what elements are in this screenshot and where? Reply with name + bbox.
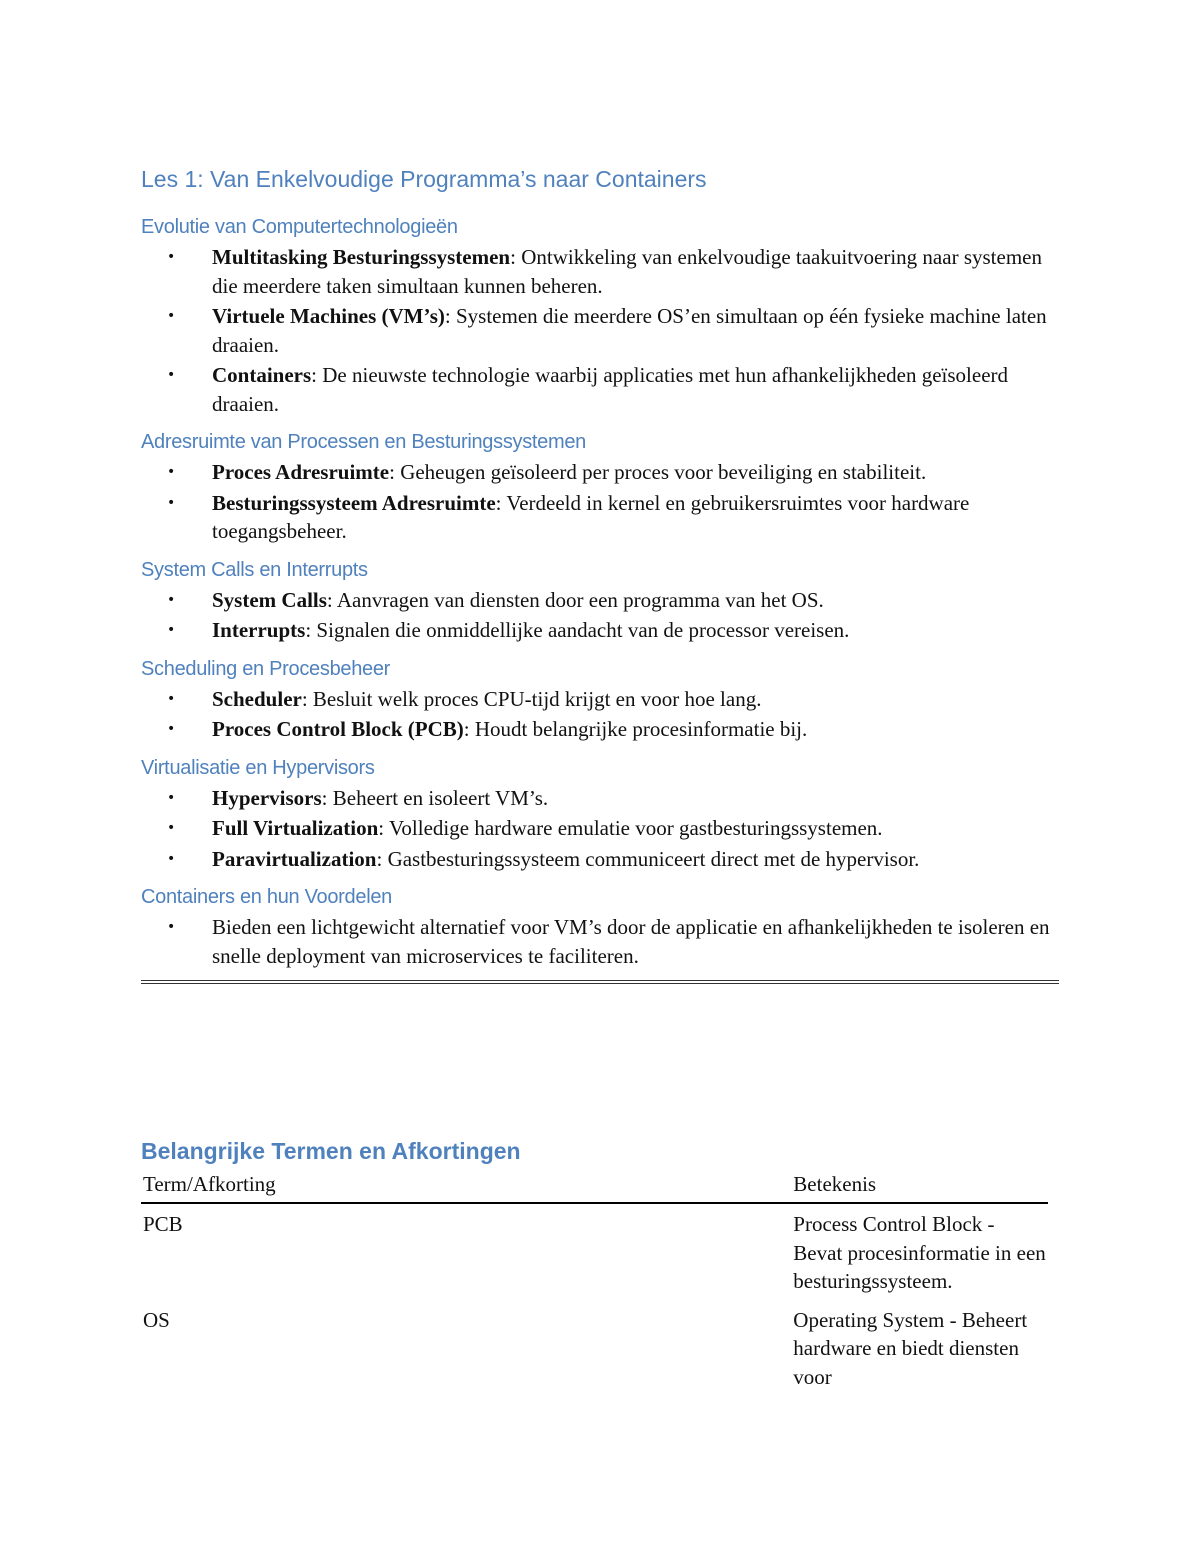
section	[141, 754, 1061, 874]
section	[141, 883, 1061, 970]
bullet-icon: •	[167, 789, 176, 806]
bullet-list	[141, 586, 1061, 645]
document-body	[141, 163, 1061, 984]
document-title: Les 1: Van Enkelvoudige Programma’s naar Containers	[141, 166, 707, 192]
list-item-text: : Houdt belangrijke procesinformatie bij.	[463, 717, 808, 741]
bullet-icon: •	[167, 464, 176, 480]
list-item-text: : De nieuwste technologie waarbij applicaties met hun afhankelijkheden geïsoleerd draaien.	[212, 363, 1009, 416]
table-cell-definition: Process Control Block - Bevat procesinformatie in een besturingssysteem.	[793, 1212, 1046, 1293]
section	[141, 213, 1061, 418]
bullet-icon: •	[167, 850, 176, 867]
list-item-term: Multitasking Besturingssystemen	[212, 245, 511, 269]
list-item-term: System Calls	[212, 587, 327, 612]
list-item-text: : Gastbesturingssysteem communiceert direct met de hypervisor.	[376, 846, 920, 871]
list-item	[141, 715, 1061, 744]
bullet-list	[141, 784, 1061, 874]
list-item	[141, 784, 1061, 813]
list-item-text: : Ontwikkeling van enkelvoudige taakuitvoering naar systemen die meerdere taken simultaan kunnen beheren.	[212, 245, 1042, 298]
list-item-text: : Verdeeld in kernel en gebruikersruimtes voor hardware toegangsbeheer.	[212, 490, 970, 543]
list-item-term: Scheduler	[212, 686, 302, 711]
table-cell-term: PCB	[143, 1212, 183, 1236]
list-item-text: : Beheert en isoleert VM’s.	[321, 785, 549, 810]
section-heading: Evolutie van Computertechnologieën	[141, 216, 458, 238]
list-item-term: Proces Adresruimte	[212, 460, 390, 484]
list-item-text: : Besluit welk proces CPU-tijd krijgt en voor hoe lang.	[301, 686, 762, 711]
table-header-term: Term/Afkorting	[141, 1170, 791, 1203]
table-header-definition: Betekenis	[791, 1170, 1048, 1203]
list-item-text: : Signalen die onmiddellijke aandacht van de processor vereisen.	[305, 618, 850, 642]
section-heading: Adresruimte van Processen en Besturingssystemen	[141, 431, 587, 453]
bullet-icon: •	[167, 367, 176, 383]
list-item	[141, 913, 1061, 970]
bullet-icon: •	[167, 591, 176, 608]
table-row	[141, 1300, 1048, 1396]
bullet-list	[141, 458, 1061, 546]
list-item	[141, 685, 1061, 714]
list-item-text: : Systemen die meerdere OS’en simultaan op één fysieke machine laten draaien.	[212, 304, 1047, 357]
section-heading: Containers en hun Voordelen	[141, 886, 392, 908]
list-item	[141, 489, 1061, 546]
bullet-icon: •	[167, 622, 176, 638]
table-body	[141, 1203, 1048, 1395]
bullet-icon: •	[167, 721, 176, 737]
list-item	[141, 845, 1061, 874]
list-item-term: Containers	[212, 363, 312, 387]
table-cell-definition: Operating System - Beheert hardware en biedt diensten voor	[793, 1307, 1028, 1389]
list-item-text: : Geheugen geïsoleerd per proces voor beveiliging en stabiliteit.	[389, 460, 927, 484]
bullet-icon: •	[167, 820, 176, 836]
list-item	[141, 616, 1061, 645]
list-item-term: Interrupts	[212, 618, 306, 642]
list-item-term: Virtuele Machines (VM’s)	[212, 304, 445, 328]
terms-table	[141, 1170, 1048, 1395]
list-item	[141, 302, 1061, 359]
section-heading: Scheduling en Procesbeheer	[141, 657, 391, 680]
list-item-term: Besturingssysteem Adresruimte	[212, 490, 496, 515]
list-item-term: Full Virtualization	[212, 816, 379, 840]
list-item-text: : Aanvragen van diensten door een programma van het OS.	[326, 587, 824, 612]
list-item	[141, 586, 1061, 615]
bullet-icon: •	[167, 494, 176, 511]
section-heading: Virtualisatie en Hypervisors	[141, 756, 375, 779]
bullet-list	[141, 243, 1061, 418]
list-item	[141, 458, 1061, 487]
section	[141, 556, 1061, 645]
list-item	[141, 814, 1061, 843]
table-header-row	[141, 1170, 1048, 1203]
bullet-icon: •	[167, 919, 176, 935]
section	[141, 655, 1061, 744]
list-item	[141, 361, 1061, 418]
list-item	[141, 243, 1061, 300]
bullet-icon: •	[167, 249, 176, 265]
bullet-icon: •	[167, 690, 176, 707]
list-item-text: : Volledige hardware emulatie voor gastbesturingssystemen.	[378, 816, 883, 840]
list-item-term: Hypervisors	[212, 785, 322, 810]
bullet-list	[141, 913, 1061, 970]
table-row	[141, 1203, 1048, 1300]
double-divider	[141, 980, 1059, 984]
sections-container	[141, 213, 1061, 970]
section-heading: System Calls en Interrupts	[141, 558, 368, 581]
list-item-text: Bieden een lichtgewicht alternatief voor VM’s door de applicatie en afhankelijkheden te isoleren en snelle deployment van microservices te faciliteren.	[212, 915, 1050, 968]
table-title: Belangrijke Termen en Afkortingen	[141, 1138, 521, 1164]
list-item-term: Paravirtualization	[212, 846, 377, 871]
bullet-list	[141, 685, 1061, 744]
bullet-icon: •	[167, 308, 176, 324]
list-item-term: Proces Control Block (PCB)	[212, 717, 464, 741]
table-cell-term: OS	[143, 1307, 170, 1332]
section	[141, 428, 1061, 546]
